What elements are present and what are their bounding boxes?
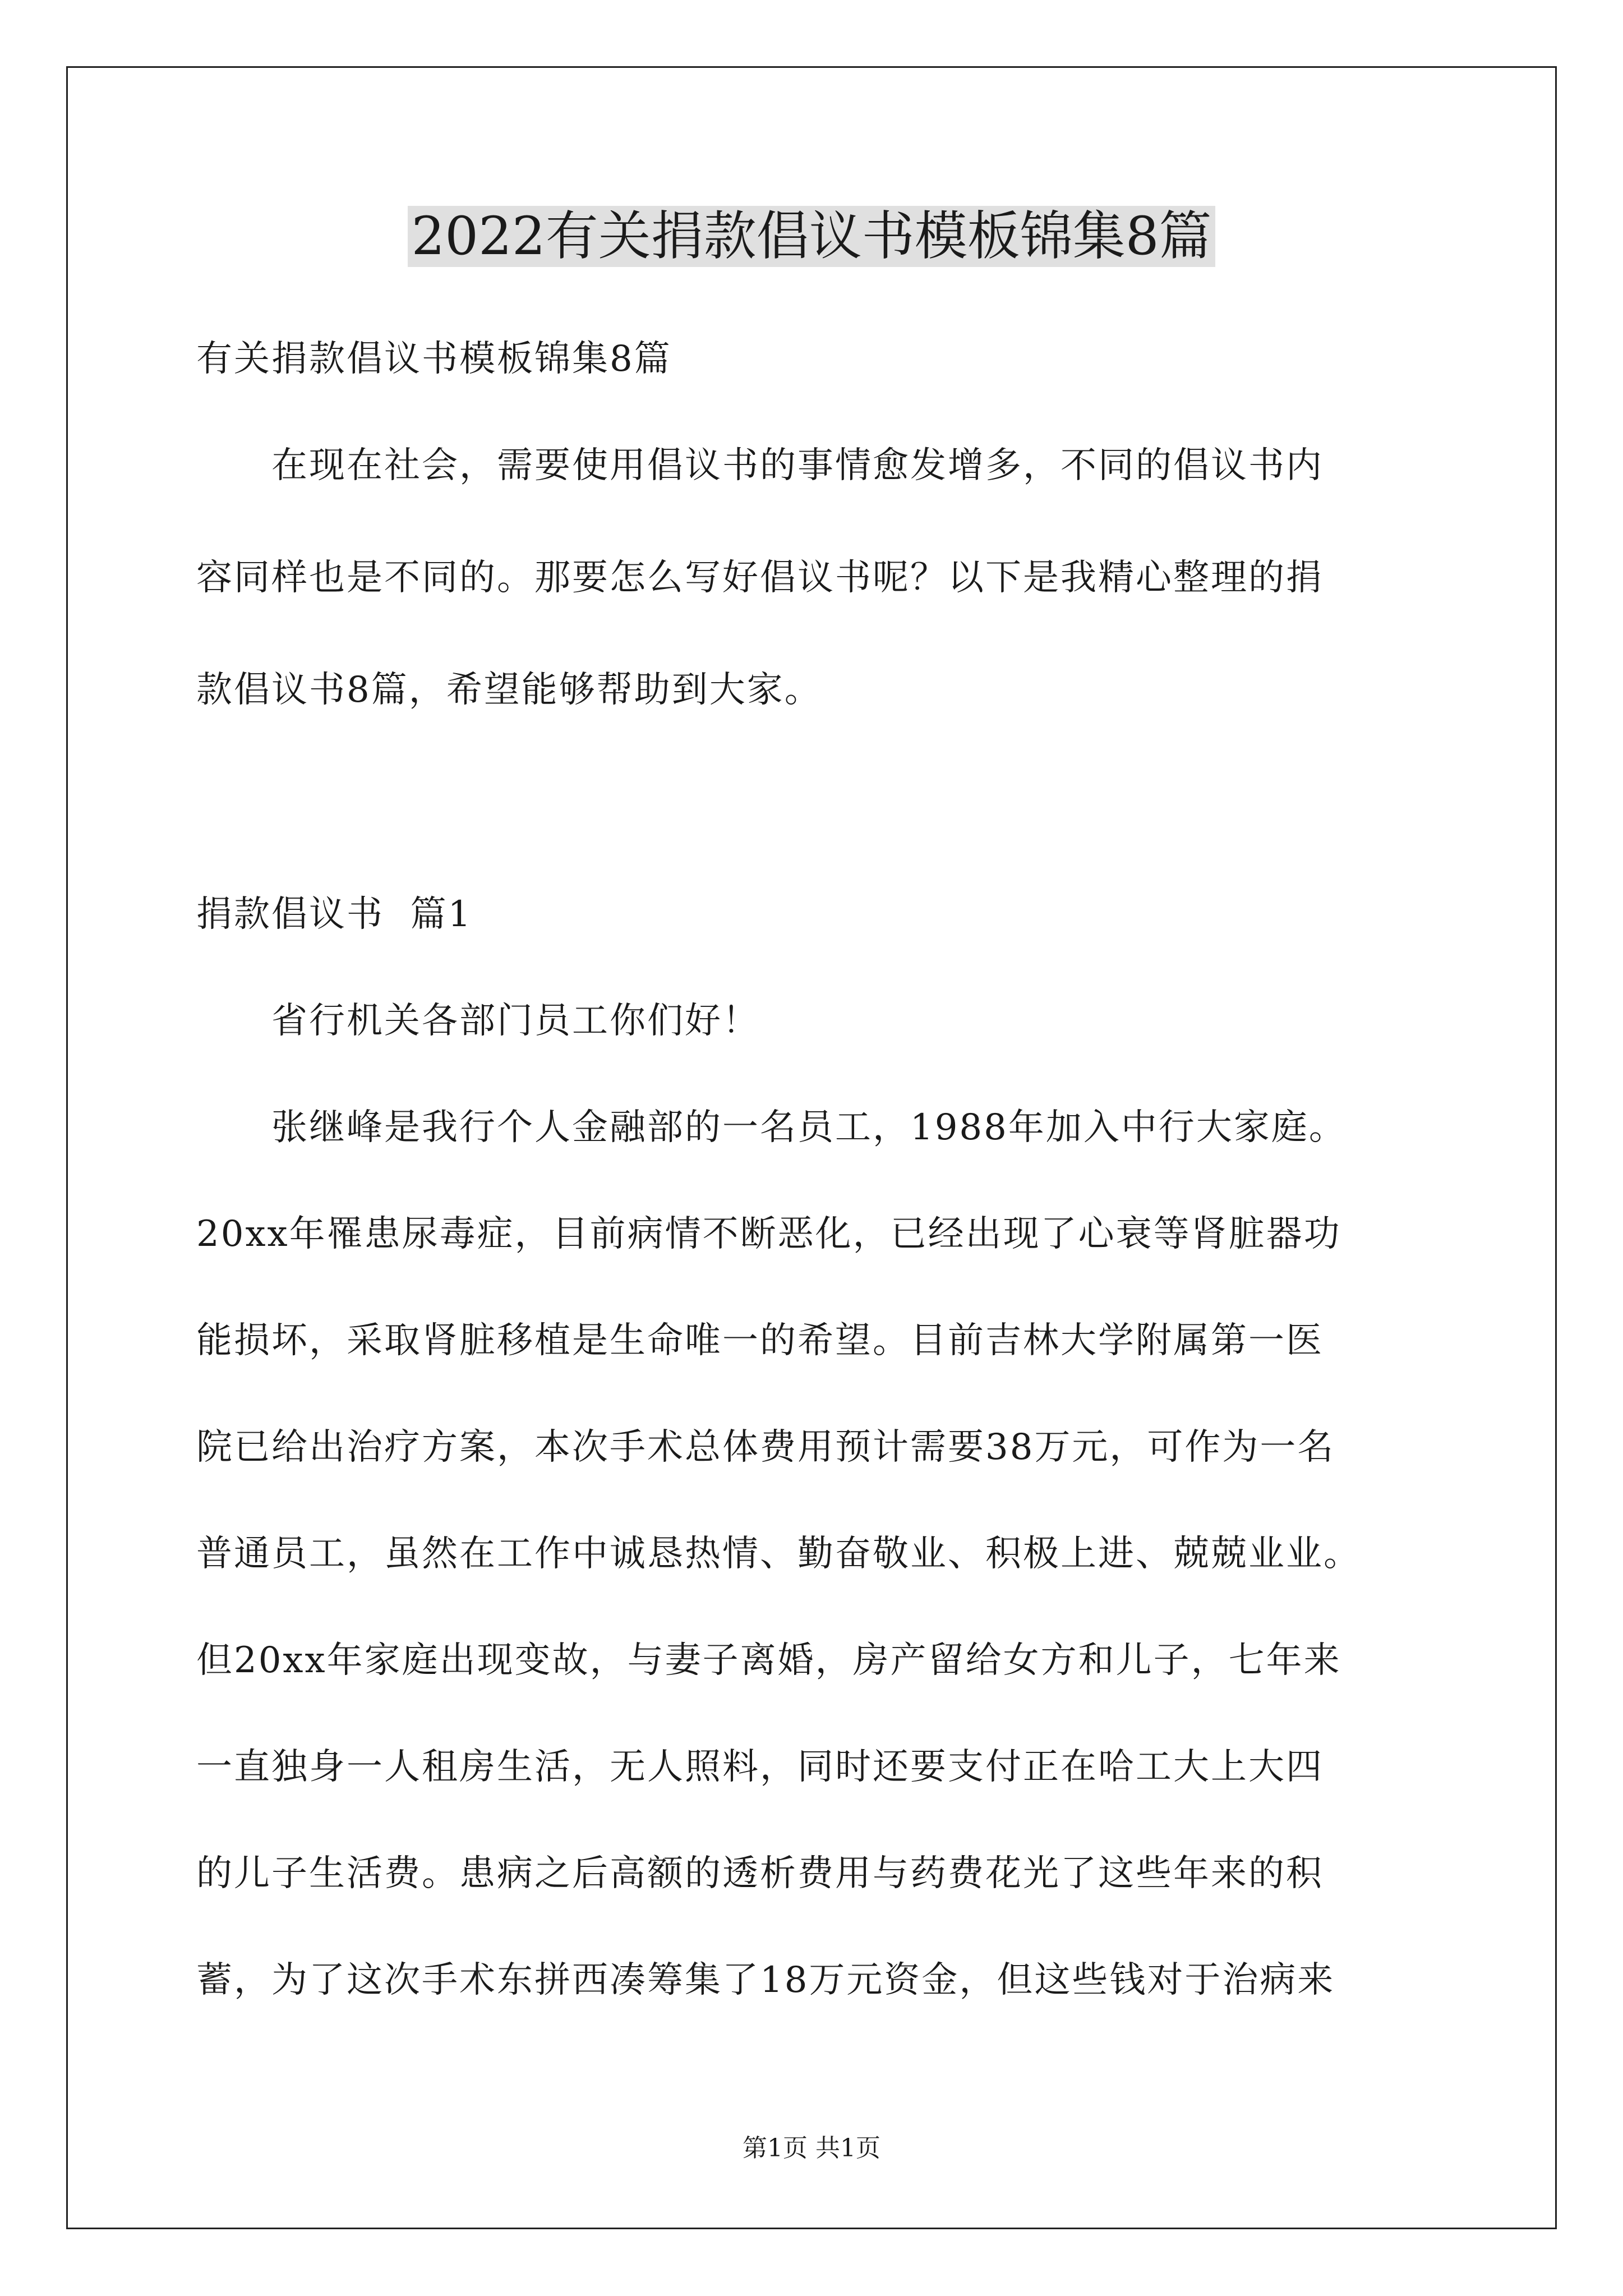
body-line-9: 蓄，为了这次手术东拼西凑筹集了18万元资金，但这些钱对于治病来 <box>196 1959 1335 2001</box>
letter-greeting: 省行机关各部门员工你们好！ <box>196 1000 760 1042</box>
document-subtitle: 有关捐款倡议书模板锦集8篇 <box>196 338 672 380</box>
page-footer: 第1页 共1页 <box>743 2134 880 2162</box>
body-line-3: 能损坏，采取肾脏移植是生命唯一的希望。目前吉林大学附属第一医 <box>196 1320 1324 1361</box>
body-line-7: 一直独身一人租房生活，无人照料，同时还要支付正在哈工大上大四 <box>196 1746 1324 1788</box>
body-line-5: 普通员工，虽然在工作中诚恳热情、勤奋敬业、积极上进、兢兢业业。 <box>196 1533 1361 1575</box>
intro-line-1: 在现在社会，需要使用倡议书的事情愈发增多，不同的倡议书内 <box>196 445 1324 486</box>
document-title-text: 2022有关捐款倡议书模板锦集8篇 <box>408 206 1215 267</box>
body-line-8: 的儿子生活费。患病之后高额的透析费用与药费花光了这些年来的积 <box>196 1853 1324 1894</box>
body-line-1: 张继峰是我行个人金融部的一名员工，1988年加入中行大家庭。 <box>196 1107 1347 1148</box>
document-title <box>0 197 1623 276</box>
intro-line-2: 容同样也是不同的。那要怎么写好倡议书呢？以下是我精心整理的捐 <box>196 557 1324 599</box>
body-line-4: 院已给出治疗方案，本次手术总体费用预计需要38万元，可作为一名 <box>196 1427 1335 1468</box>
section-heading: 捐款倡议书 篇1 <box>196 894 473 935</box>
body-line-6: 但20xx年家庭出现变故，与妻子离婚，房产留给女方和儿子，七年来 <box>196 1640 1341 1681</box>
body-line-2: 20xx年罹患尿毒症，目前病情不断恶化，已经出现了心衰等肾脏器功 <box>196 1213 1341 1255</box>
intro-line-3: 款倡议书8篇，希望能够帮助到大家。 <box>196 669 822 711</box>
